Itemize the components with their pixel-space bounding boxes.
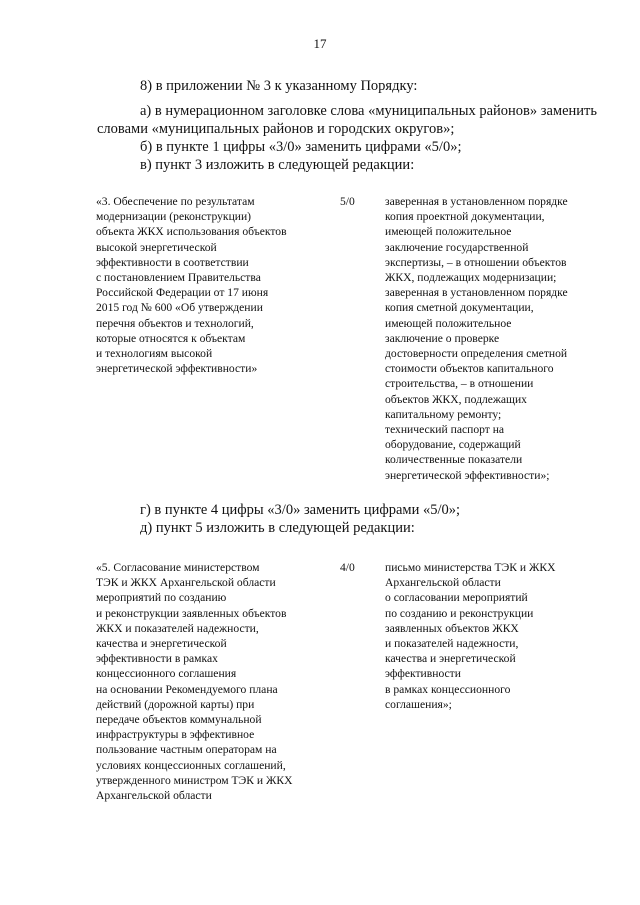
text-line: действий (дорожной карты) при — [96, 697, 255, 711]
item3-score: 5/0 — [340, 195, 355, 208]
text-line: экспертизы, – в отношении объектов — [385, 255, 567, 269]
text-line: копия сметной документации, — [385, 301, 534, 315]
text-line: высокой энергетической — [96, 240, 217, 254]
text-line: передаче объектов коммунальной — [96, 713, 262, 727]
item3-description — [96, 194, 311, 376]
text-line: которые относятся к объектам — [96, 331, 246, 345]
item5-score: 4/0 — [340, 561, 355, 574]
text-line: письмо министерства ТЭК и ЖКХ — [385, 561, 556, 574]
text-line: по созданию и реконструкции — [385, 606, 534, 620]
text-line: эффективности — [385, 667, 461, 681]
text-line: и показателей надежности, — [385, 637, 519, 651]
text-line: и технологиям высокой — [96, 347, 213, 361]
text-line: количественные показатели — [385, 453, 523, 467]
text-line: энергетической эффективности»; — [385, 468, 550, 482]
text-line: о согласовании мероприятий — [385, 591, 528, 605]
text-line: условиях концессионных соглашений, — [96, 758, 286, 772]
text-line: оборудование, содержащий — [385, 438, 521, 452]
text-line: в рамках концессионного — [385, 682, 511, 696]
text-line: Российской Федерации от 17 июня — [96, 286, 269, 300]
paragraph-8: 8) в приложении № 3 к указанному Порядку: — [140, 78, 418, 94]
text-line: имеющей положительное — [385, 225, 512, 239]
text-line: достоверности определения сметной — [385, 347, 568, 361]
text-line: соглашения»; — [385, 697, 452, 711]
text-line: «5. Согласование министерством — [96, 561, 260, 574]
text-line: Архангельской области — [96, 789, 212, 803]
text-line: стоимости объектов капитального — [385, 362, 554, 376]
text-line: качества и энергетической — [96, 637, 227, 651]
text-line: капитальному ремонту; — [385, 407, 502, 421]
text-line: с постановлением Правительства — [96, 271, 261, 285]
text-line: ЖКХ и показателей надежности, — [96, 621, 259, 635]
text-line: заявленных объектов ЖКХ — [385, 621, 519, 635]
text-line: инфраструктуры в эффективное — [96, 728, 255, 742]
text-line: копия проектной документации, — [385, 210, 545, 224]
text-line: на основании Рекомендуемого плана — [96, 682, 278, 696]
text-line: технический паспорт на — [385, 423, 505, 437]
text-line: энергетической эффективности» — [96, 362, 258, 376]
paragraph-a-line2: словами «муниципальных районов и городских округов»; — [97, 121, 455, 137]
text-line: объекта ЖКХ использования объектов — [96, 225, 287, 239]
text-line: строительства, – в отношении — [385, 377, 534, 391]
paragraph-d: д) пункт 5 изложить в следующей редакции: — [140, 520, 415, 536]
text-line: и реконструкции заявленных объектов — [96, 606, 287, 620]
text-line: 2015 год № 600 «Об утверждении — [96, 301, 263, 315]
text-line: перечня объектов и технологий, — [96, 316, 254, 330]
page-number: 17 — [313, 36, 327, 51]
text-line: мероприятий по созданию — [96, 591, 227, 605]
text-line: эффективности в соответствии — [96, 255, 249, 269]
text-line: заверенная в установленном порядке — [385, 286, 568, 300]
paragraph-v: в) пункт 3 изложить в следующей редакции: — [140, 157, 415, 173]
text-line: эффективности в рамках — [96, 652, 218, 666]
text-line: качества и энергетической — [385, 652, 516, 666]
text-line: заверенная в установленном порядке — [385, 195, 568, 208]
paragraph-a-line1: а) в нумерационном заголовке слова «муниципальных районов» заменить — [140, 103, 597, 119]
item5-documents — [385, 560, 600, 712]
paragraph-b: б) в пункте 1 цифры «3/0» заменить цифрами «5/0»; — [140, 139, 462, 155]
paragraph-g: г) в пункте 4 цифры «3/0» заменить цифрами «5/0»; — [140, 502, 461, 518]
text-line: утвержденного министром ТЭК и ЖКХ — [96, 773, 293, 787]
text-line: модернизации (реконструкции) — [96, 210, 252, 224]
text-line: Архангельской области — [385, 576, 501, 590]
text-line: «3. Обеспечение по результатам — [96, 195, 255, 208]
text-line: пользование частным операторам на — [96, 743, 277, 757]
text-line: заключение о проверке — [385, 331, 500, 345]
text-line: объектов ЖКХ, подлежащих — [385, 392, 527, 406]
text-line: заключение государственной — [385, 240, 529, 254]
text-line: ЖКХ, подлежащих модернизации; — [385, 271, 557, 285]
item5-description — [96, 560, 311, 803]
text-line: имеющей положительное — [385, 316, 512, 330]
text-line: концессионного соглашения — [96, 667, 237, 681]
item3-documents — [385, 194, 600, 483]
text-line: ТЭК и ЖКХ Архангельской области — [96, 576, 276, 590]
